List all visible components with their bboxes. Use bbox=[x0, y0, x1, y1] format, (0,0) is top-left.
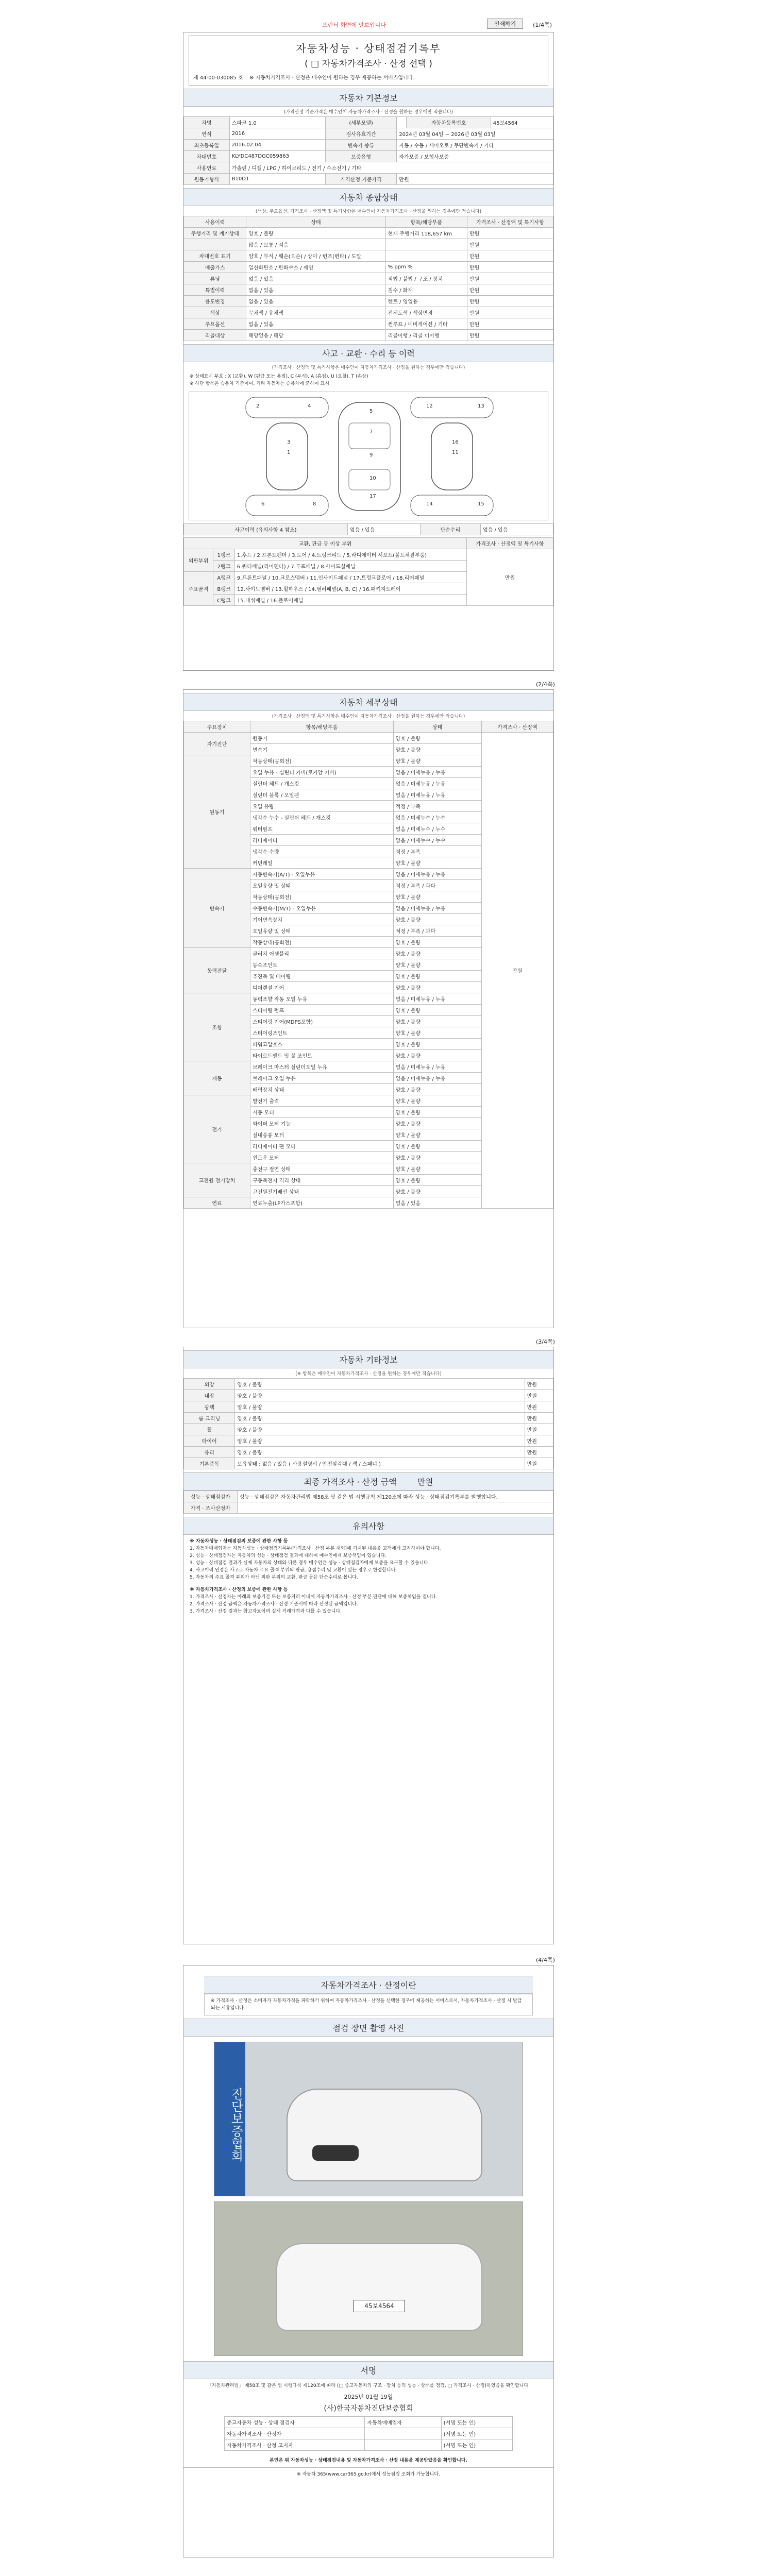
page-1 bbox=[183, 32, 554, 671]
other-row: 내장 양호 / 불량 만원 bbox=[184, 1390, 553, 1401]
print-button[interactable]: 인쇄하기 bbox=[487, 19, 523, 29]
diagram-label: 17 bbox=[369, 494, 376, 499]
other-row: 외장 양호 / 불량 만원 bbox=[184, 1379, 553, 1390]
other-table: 외장 양호 / 불량 만원 내장 양호 / 불량 만원 광택 양호 / 불량 만원 룸 크리닝 양호 / 불량 만원 휠 양호 / 불량 만원 타이어 양호 / 불량 만원 유리 양호 / 불량 만원 기본품목 보유상태 : 없음 / 있음 ( 사용설명서 / 안전삼각대 / 잭 / 스패너 ) 만원 bbox=[183, 1378, 553, 1469]
service-title: 자동차가격조사 · 산정이란 bbox=[204, 1976, 533, 1994]
diagram-label: 5 bbox=[369, 409, 373, 414]
detail-row: 추진축 및 베어링 양호 / 불량 bbox=[184, 971, 553, 982]
page-3 bbox=[183, 1347, 554, 1944]
detail-table: 주요장치 항목/해당부품 상태 가격조사 · 산정액 자기진단 원동기 양호 / 불량 만원 변속기 양호 / 불량 원동기 작동상태(공회전) 양호 / 불량 오일 누유 - 실린더 커버(로커암 커버) 없음 / 미세누유 / 누유 실린더 헤드 / 개스킷 없음 / 미세누유 / 누유 실린더 블록 / 오일팬 없음 / 미세누유 / 누유 오일 유량 적정 / 부족 냉각수 누수 - 실린더 헤드 / 개스킷 없음 / 미세누수 / 누수 워터펌프 없음 / 미세누수 / 누수 라디에이터 없음 / 미세누수 / 누수 냉각수 수량 적정 / 부족 커먼레일 양호 / 불량 변속기 자동변속기(A/T) - 오일누유 없음 / 미세누유 / 누유 오일유량 및 상태 적정 / 부족 / 과다 작동상태(공회전) 양호 / 불량 수동변속기(M/T) - 오일누유 없음 / 미세누유 / 누유 기어변속장치 양호 / 불량 오일유량 및 상태 적정 / 부족 / 과다 작동상태(공회전) 양호 / 불량 동력전달 클러치 어셈블리 양호 / 불량 등속조인트 양호 / 불량 추진축 및 베어링 양호 / 불량 디퍼렌셜 기어 양호 / 불량 조향 동력조향 작동 오일 누유 없음 / 미세누유 / 누유 스티어링 펌프 양호 / 불량 스티어링 기어(MDPS포함) 양호 / 불량 스티어링조인트 양호 / 불량 파워고압호스 양호 / 불량 타이로드엔드 및 볼 조인트 양호 / 불량 제동 브레이크 마스터 실린더오일 누유 없음 / 미세누유 / 누유 브레이크 오일 누유 없음 / 미세누유 / 누유 배력장치 상태 양호 / 불량 전기 발전기 출력 양호 / 불량 시동 모터 양호 / 불량 와이퍼 모터 기능 양호 / 불량 실내송풍 모터 양호 / 불량 라디에이터 팬 모터 양호 / 불량 윈도우 모터 양호 / 불량 고전원 전기장치 충전구 절연 상태 양호 / 불량 구동축전지 격리 상태 양호 / 불량 고전원전기배선 상태 양호 / 불량 연료 연료누출(LP가스포함) 없음 / 있음 bbox=[183, 721, 553, 1209]
summary-title: 자동차 종합상태 bbox=[183, 188, 553, 206]
sign-title: 서명 bbox=[183, 2361, 553, 2379]
detail-row: 기어변속장치 양호 / 불량 bbox=[184, 914, 553, 925]
sign-org: (사)한국자동차진단보증협회 bbox=[324, 2404, 413, 2413]
sign-row: 중고자동차 성능 · 상태 점검자 자동차매매업자 (서명 또는 인) bbox=[225, 2417, 513, 2428]
summary-row: 리콜대상 해당없음 / 해당 리콜이행 / 리콜 미이행 만원 bbox=[184, 330, 553, 341]
frame-table: 교환, 판금 등 이상 부위 가격조사 · 산정액 및 특기사항 외판부위 1랭크 1.후드 / 2.프론트펜더 / 3.도어 / 4.트렁크리드 / 5.라디에이터 서포트(볼트체결부품) 만원 2랭크 6.쿼터패널(리어펜더) / 7.루프패널 / 8.사이드실패널 주요골격 A랭크 9.프론트패널 / 10.크로스멤버 / 11.인사이드패널 / 17.트렁크플로어 / 18.리어패널 B랭크 12.사이드멤버 / 13.휠하우스 / 14.필러패널(A, B, C) / 16.패키지트레이 C랭크 15.대쉬패널 / 16.플로어패널 bbox=[183, 537, 553, 606]
sign-table bbox=[224, 2416, 513, 2451]
summary-row: 색상 무채색 / 유채색 전체도색 / 색상변경 만원 bbox=[184, 307, 553, 318]
detail-row: 스티어링 기어(MDPS포함) 양호 / 불량 bbox=[184, 1016, 553, 1027]
diagram-label: 15 bbox=[478, 501, 484, 507]
document-title bbox=[189, 36, 548, 86]
detail-row: 파워고압호스 양호 / 불량 bbox=[184, 1039, 553, 1050]
detail-row: 조향 동력조향 작동 오일 누유 없음 / 미세누유 / 누유 bbox=[184, 993, 553, 1005]
other-title: 자동차 기타정보 bbox=[183, 1350, 553, 1368]
headlight-left bbox=[312, 2145, 359, 2161]
detail-row: 고전원 전기장치 충전구 절연 상태 양호 / 불량 bbox=[184, 1163, 553, 1175]
license-plate: 45보4564 bbox=[354, 2300, 405, 2312]
diagram-label: 9 bbox=[369, 452, 373, 458]
caution-line: 3. 가격조사 · 산정 결과는 참고자료이며 실제 거래가격과 다를 수 있습니다. bbox=[190, 1609, 342, 1614]
diagram-label: 13 bbox=[478, 403, 484, 409]
page-number-2: (2/4쪽) bbox=[536, 681, 555, 688]
car-front-shape bbox=[287, 2089, 482, 2181]
diagram-label: 14 bbox=[426, 501, 433, 507]
sign-footer: ※ 자동차 365(www.car365.go.kr)에서 성능점검 조회가 가능합니다. bbox=[183, 2467, 553, 2481]
detail-title: 자동차 세부상태 bbox=[183, 693, 553, 711]
caution-body: ※ 자동차성능 · 상태점검의 보증에 관한 사항 등 1. 자동차매매업자는 자동차성능 · 상태점검기록부(가격조사 · 산정 부분 제외)에 기재된 내용을 고객에게 고지하여야 합니다. 2. 성능 · 상태점검자는 자동차의 성능 · 상태점검 결과에 대하여 매수인에게 보증책임이 있습니다. 3. 성능 · 상태점검 결과가 실제 자동차의 상태와 다른 경우 매수인은 성능 · 상태점검자에게 보증을 요구할 수 있습니다. 4. 사고이력 인정은 사고로 자동차 주요 골격 부위의 판금, 용접수리 및 교환이 있는 경우로 한정합니다. 5. 자동차의 주요 골격 부위가 아닌 외판 부위의 교환, 판금 등은 단순수리로 봅니다. ※ 자동차가격조사 · 산정의 보증에 관한 사항 등 1. 가격조사 · 산정자는 아래의 보증기간 또는 보증거리 이내에 자동차가격조사 · 산정 부분 판단에 대해 보증책임을 집니다. 2. 가격조사 · 산정 금액은 자동차가격조사 · 산정 기준서에 따라 산정된 금액입니다. 3. 가격조사 · 산정 결과는 참고자료이며 실제 거래가격과 다를 수 있습니다. bbox=[183, 1535, 553, 1618]
detail-row: 오일유량 및 상태 적정 / 부족 / 과다 bbox=[184, 880, 553, 891]
other-row: 룸 크리닝 양호 / 불량 만원 bbox=[184, 1413, 553, 1424]
final-value: 만원 bbox=[417, 1477, 433, 1487]
car-rear-shape bbox=[276, 2243, 482, 2331]
page-4 bbox=[183, 1965, 554, 2557]
legend-1: ※ 상태표시 부호 : X (교환), W (판금 또는 용접), C (부식), A (흠집), U (요철), T (손상) bbox=[190, 374, 368, 379]
diagram-label: 3 bbox=[287, 439, 291, 445]
caution-line: 3. 성능 · 상태점검 결과가 실제 자동차의 상태와 다른 경우 매수인은 성능 · 상태점검자에게 보증을 요구할 수 있습니다. bbox=[190, 1561, 430, 1566]
diagram-label: 1 bbox=[287, 450, 291, 455]
detail-row: 냉각수 누수 - 실린더 헤드 / 개스킷 없음 / 미세누수 / 누수 bbox=[184, 812, 553, 823]
association-sign: 진단보증협회 bbox=[214, 2042, 245, 2196]
accident-note: (가격조사 · 산정액 및 특기사항은 매수인이 자동차가격조사 · 산정을 원하는 경우에만 적습니다) bbox=[272, 365, 465, 370]
basic-info-note: (가격산정 기준가격은 매수인이 자동차가격조사 · 산정을 원하는 경우에만 적습니다) bbox=[283, 110, 453, 115]
summary-note: (색상, 주요옵션, 가격조사 · 산정액 및 특기사항은 매수인이 자동차가격조사 · 산정을 원하는 경우에만 적습니다) bbox=[255, 209, 482, 214]
detail-row: 와이퍼 모터 기능 양호 / 불량 bbox=[184, 1118, 553, 1129]
legend-2: ※ 하단 항목은 승용차 기준이며, 기타 자동차는 승용차에 준하여 표시 bbox=[190, 381, 329, 386]
detail-row: 실내송풍 모터 양호 / 불량 bbox=[184, 1129, 553, 1141]
detail-row: 타이로드엔드 및 볼 조인트 양호 / 불량 bbox=[184, 1050, 553, 1061]
detail-row: 라디에이터 팬 모터 양호 / 불량 bbox=[184, 1141, 553, 1152]
page-number: (1/4쪽) bbox=[533, 22, 552, 28]
detail-row: 오일유량 및 상태 적정 / 부족 / 과다 bbox=[184, 925, 553, 937]
service-desc-box: ※ 가격조사 · 산정은 소비자가 자동차가격을 파악하기 위하여 자동차가격조사 · 산정을 선택한 경우에 제공하는 서비스로서, 자동차가격조사 · 산정 시 발급되는 서류입니다. bbox=[204, 1994, 533, 2015]
other-row: 타이어 양호 / 불량 만원 bbox=[184, 1435, 553, 1447]
summary-row: 배출가스 일산화탄소 / 탄화수소 / 매연 % ppm % 만원 bbox=[184, 262, 553, 273]
diagram-label: 8 bbox=[313, 501, 316, 507]
summary-row: 주행거리 및 계기상태 양호 / 불량 현재 주행거리 118,657 km 만원 bbox=[184, 228, 553, 239]
summary-row: 용도변경 없음 / 있음 렌트 / 영업용 만원 bbox=[184, 296, 553, 307]
detail-note: (가격조사 · 산정액 및 특기사항은 매수인이 자동차가격조사 · 산정을 원하는 경우에만 적습니다) bbox=[272, 714, 465, 719]
detail-row: 오일 유량 적정 / 부족 bbox=[184, 801, 553, 812]
main-title: 자동차성능 · 상태점검기록부 bbox=[296, 42, 441, 55]
caution-line: 5. 자동차의 주요 골격 부위가 아닌 외판 부위의 교환, 판금 등은 단순수리로 봅니다. bbox=[190, 1575, 358, 1580]
other-row: 유리 양호 / 불량 만원 bbox=[184, 1447, 553, 1458]
car-outline-svg bbox=[189, 392, 549, 520]
detail-row: 배력장치 상태 양호 / 불량 bbox=[184, 1084, 553, 1095]
detail-row: 작동상태(공회전) 양호 / 불량 bbox=[184, 891, 553, 903]
top-bar bbox=[183, 19, 554, 31]
summary-row: 많음 / 보통 / 적음 만원 bbox=[184, 239, 553, 250]
detail-row: 등속조인트 양호 / 불량 bbox=[184, 959, 553, 971]
diagram-label: 2 bbox=[256, 403, 260, 409]
detail-row: 디퍼렌셜 기어 양호 / 불량 bbox=[184, 982, 553, 993]
sign-row: 자동차가격조사 · 산정 고지자 (서명 또는 인) bbox=[225, 2439, 513, 2451]
page-number-4: (4/4쪽) bbox=[536, 1957, 555, 1963]
car-diagram bbox=[189, 392, 548, 520]
summary-row: 특별이력 없음 / 있음 침수 / 화재 만원 bbox=[184, 284, 553, 296]
detail-row: 커먼레일 양호 / 불량 bbox=[184, 857, 553, 869]
inspection-photo-1 bbox=[214, 2042, 523, 2196]
caution-line: 1. 자동차매매업자는 자동차성능 · 상태점검기록부(가격조사 · 산정 부분 제외)에 기재된 내용을 고객에게 고지하여야 합니다. bbox=[190, 1546, 441, 1551]
summary-table: 사용이력 상태 항목/해당부품 가격조사 · 산정액 및 특기사항 주행거리 및 계기상태 양호 / 불량 현재 주행거리 118,657 km 만원 많음 / 보통 / 적음 만원 차대번호 표기 양호 / 부식 / 훼손(오손) / 상이 / 변조(변타) / 도말 만원 배출가스 일산화탄소 / 탄화수소 / 매연 % ppm % 만원 튜닝 없음 / 있음 적법 / 불법 / 구조 / 장치 만원 특별이력 없음 / 있음 침수 / 화재 만원 용도변경 없음 / 있음 렌트 / 영업용 만원 색상 무채색 / 유채색 전체도색 / 색상변경 만원 주요옵션 없음 / 있음 썬루프 / 네비게이션 / 기타 만원 리콜대상 해당없음 / 해당 리콜이행 / 리콜 미이행 만원 bbox=[183, 216, 553, 341]
accident-title: 사고 · 교환 · 수리 등 이력 bbox=[183, 344, 553, 362]
detail-row: 스티어링 펌프 양호 / 불량 bbox=[184, 1005, 553, 1016]
service-desc: ※ 자동차가격조사 · 산정은 매수인이 원하는 경우 제공하는 서비스입니다. bbox=[249, 75, 415, 81]
caution-line: 1. 가격조사 · 산정자는 아래의 보증기간 또는 보증거리 이내에 자동차가격조사 · 산정 부분 판단에 대해 보증책임을 집니다. bbox=[190, 1595, 438, 1600]
page-number-3: (3/4쪽) bbox=[536, 1338, 555, 1345]
detail-row: 변속기 양호 / 불량 bbox=[184, 744, 553, 755]
diagram-label: 12 bbox=[426, 403, 433, 409]
doc-no-label: 제 bbox=[193, 75, 198, 81]
detail-row: 동력전달 클러치 어셈블리 양호 / 불량 bbox=[184, 948, 553, 959]
diagram-label: 11 bbox=[452, 450, 459, 455]
detail-row: 스티어링조인트 양호 / 불량 bbox=[184, 1027, 553, 1039]
caution-title: 유의사항 bbox=[183, 1517, 553, 1535]
detail-row: 냉각수 수량 적정 / 부족 bbox=[184, 846, 553, 857]
caution-line: 2. 성능 · 상태점검자는 자동차의 성능 · 상태점검 결과에 대하여 매수인에게 보증책임이 있습니다. bbox=[190, 1553, 386, 1558]
detail-row: 자기진단 원동기 양호 / 불량 만원 bbox=[184, 733, 553, 744]
print-notice: 프린터 화면에 안보입니다 bbox=[322, 22, 386, 28]
summary-row: 튜닝 없음 / 있음 적법 / 불법 / 구조 / 장치 만원 bbox=[184, 273, 553, 284]
diagram-label: 7 bbox=[369, 429, 373, 435]
diagram-label: 10 bbox=[369, 476, 376, 481]
detail-row: 제동 브레이크 마스터 실린더오일 누유 없음 / 미세누유 / 누유 bbox=[184, 1061, 553, 1073]
detail-row: 윈도우 모터 양호 / 불량 bbox=[184, 1152, 553, 1163]
detail-row: 변속기 자동변속기(A/T) - 오일누유 없음 / 미세누유 / 누유 bbox=[184, 869, 553, 880]
diagram-label: 16 bbox=[452, 439, 459, 445]
caution-line: 2. 가격조사 · 산정 금액은 자동차가격조사 · 산정 기준서에 따라 산정된 금액입니다. bbox=[190, 1602, 358, 1607]
final-title: 최종 가격조사 · 산정 금액 만원 bbox=[183, 1472, 553, 1490]
sign-date: 2025년 01월 19일 bbox=[344, 2394, 393, 2400]
sign-row: 자동차가격조사 · 산정자 (서명 또는 인) bbox=[225, 2428, 513, 2439]
doc-no-suffix: 호 bbox=[238, 75, 243, 81]
detail-row: 시동 모터 양호 / 불량 bbox=[184, 1107, 553, 1118]
final-table: 성능 · 상태점검자 성능 · 상태점검은 자동차관리법 제58조 및 같은 법 시행규칙 제120조에 따라 성능 · 상태점검기록부를 발행합니다. 가격 · 조사산정자 bbox=[183, 1490, 553, 1514]
summary-row: 차대번호 표기 양호 / 부식 / 훼손(오손) / 상이 / 변조(변타) / 도말 만원 bbox=[184, 250, 553, 262]
page-2 bbox=[183, 689, 554, 1328]
diagram-label: 6 bbox=[261, 501, 265, 507]
summary-row: 주요옵션 없음 / 있음 썬루프 / 네비게이션 / 기타 만원 bbox=[184, 318, 553, 330]
detail-row: 오일 누유 - 실린더 커버(로커암 커버) 없음 / 미세누유 / 누유 bbox=[184, 767, 553, 778]
detail-row: 실린더 헤드 / 개스킷 없음 / 미세누유 / 누유 bbox=[184, 778, 553, 789]
inspection-photo-2 bbox=[214, 2201, 523, 2356]
caution-line: 4. 사고이력 인정은 사고로 자동차 주요 골격 부위의 판금, 용접수리 및 교환이 있는 경우로 한정합니다. bbox=[190, 1568, 397, 1573]
detail-row: 고전원전기배선 상태 양호 / 불량 bbox=[184, 1186, 553, 1197]
accident-table: 사고이력 (유의사항 4 참조) 없음 / 있음 단순수리 없음 / 있음 bbox=[183, 523, 553, 535]
detail-row: 수동변속기(M/T) - 오일누유 없음 / 미세누유 / 누유 bbox=[184, 903, 553, 914]
detail-row: 브레이크 오일 누유 없음 / 미세누유 / 누유 bbox=[184, 1073, 553, 1084]
detail-row: 실린더 블록 / 오일팬 없음 / 미세누유 / 누유 bbox=[184, 789, 553, 801]
other-note: (※ 항목은 매수인이 자동차가격조사 · 산정을 원하는 경우에만 적습니다) bbox=[295, 1371, 442, 1377]
photo-title: 점검 장면 촬영 사진 bbox=[183, 2019, 553, 2037]
detail-row: 작동상태(공회전) 양호 / 불량 bbox=[184, 937, 553, 948]
detail-row: 워터펌프 없음 / 미세누수 / 누수 bbox=[184, 823, 553, 835]
detail-row: 전기 발전기 출력 양호 / 불량 bbox=[184, 1095, 553, 1107]
basic-info-title: 자동차 기본정보 bbox=[183, 89, 553, 107]
detail-row: 원동기 작동상태(공회전) 양호 / 불량 bbox=[184, 755, 553, 767]
sub-title: ( □ 자동차가격조사 · 산정 선택 ) bbox=[305, 59, 432, 69]
doc-no: 44-00-030085 bbox=[199, 75, 237, 81]
sign-desc: 「자동차관리법」 제58조 및 같은 법 시행규칙 제120조에 따라 (□ 중고자동차의 구조 · 장치 등의 성능 · 상태를 점검, □ 가격조사 · 산정)하였음을 확인합니다. bbox=[207, 2383, 530, 2388]
detail-row: 연료 연료누출(LP가스포함) 없음 / 있음 bbox=[184, 1197, 553, 1209]
other-row: 광택 양호 / 불량 만원 bbox=[184, 1401, 553, 1413]
basic-info-table: 차명 스파크 1.0 (세부모델) 자동차등록번호 45보4564 연식 2016 검사유효기간 2024년 03월 04일 ~ 2026년 03월 03일 최초등록일 2016.02.04 변속기 종류 자동 / 수동 / 세미오토 / 무단변속기 / 기타 차대번호 KLYDC487DGC059863 보증유형 자가보증 / 보험사보증 사용연료 가솔린 / 디젤 / LPG / 하이브리드 / 전기 / 수소전기 / 기타 원동기형식 B10D1 가격산정 기준가격 만원 bbox=[183, 116, 553, 185]
diagram-label: 4 bbox=[308, 403, 311, 409]
other-row: 휠 양호 / 불량 만원 bbox=[184, 1424, 553, 1435]
detail-row: 구동축전지 격리 상태 양호 / 불량 bbox=[184, 1175, 553, 1186]
detail-row: 라디에이터 없음 / 미세누수 / 누수 bbox=[184, 835, 553, 846]
sign-notice: 본인은 위 자동차성능 · 상태점검내용 및 자동차가격조사 · 산정 내용을 제공받았음을 확인합니다. bbox=[270, 2458, 467, 2463]
